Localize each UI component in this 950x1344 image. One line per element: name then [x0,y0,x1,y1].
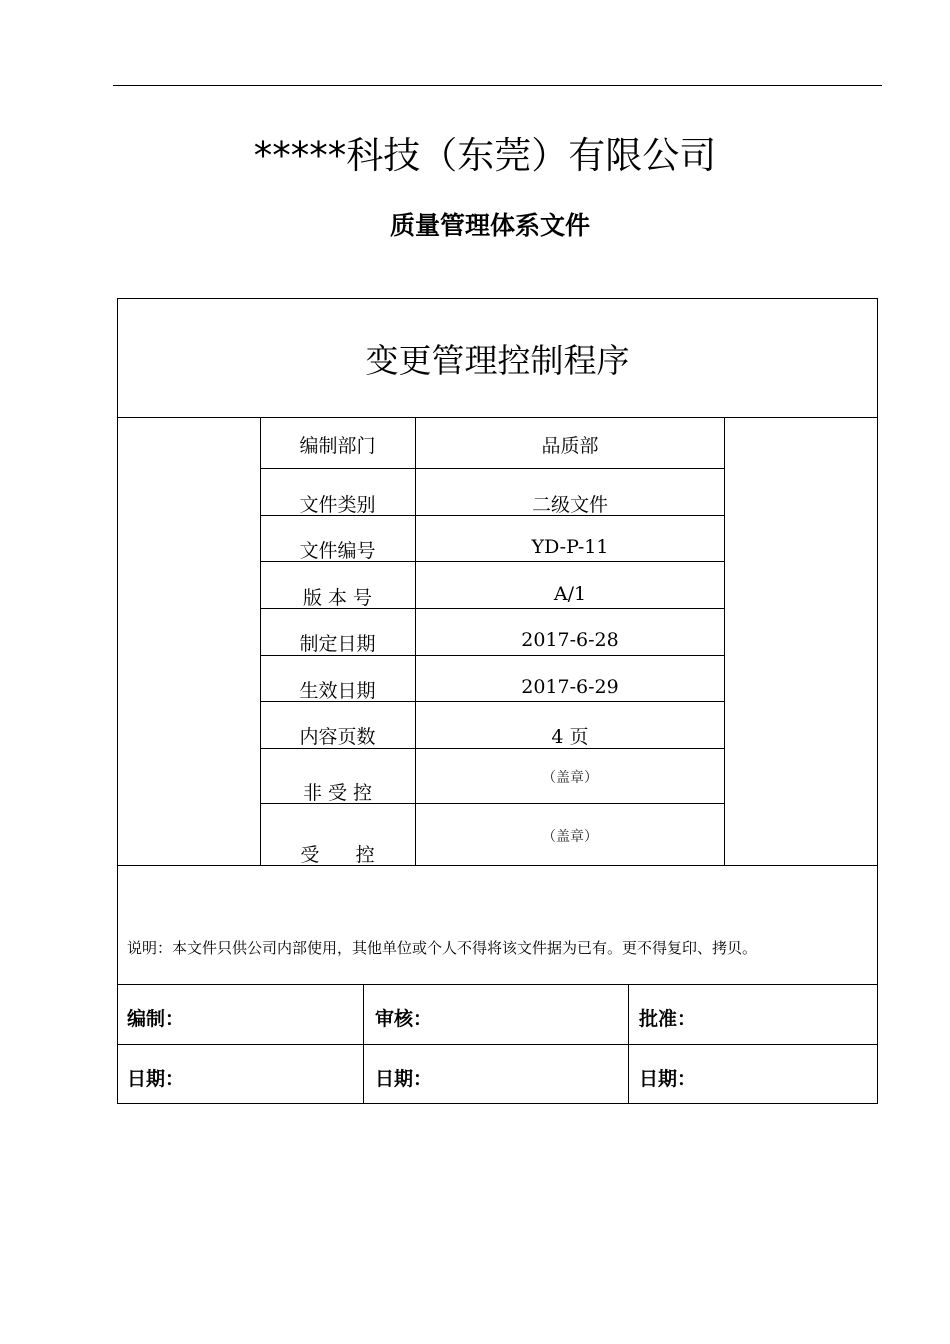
field-value: 二级文件 [531,494,608,516]
field-label: 编制部门 [299,435,376,457]
reviewed-date-label: 日期： [375,1068,433,1090]
field-label: 文件类别 [299,494,376,516]
notice-divider [117,984,878,985]
reviewed-by-label: 审核： [375,1008,433,1030]
field-label: 文件编号 [299,540,376,562]
field-value: A/1 [553,583,587,605]
controlled-label: 受 控 [300,844,375,866]
info-right-border [724,417,725,865]
confidentiality-notice: 说明：本文件只供公司内部使用，其他单位或个人不得将该文件据为已有。更不得复印、拷贝。 [127,939,758,957]
approved-by-label: 批准： [639,1008,697,1030]
field-value: 4 页 [551,726,589,748]
row-divider [260,468,724,469]
procedure-title: 变更管理控制程序 [365,341,630,380]
field-value: YD-P-11 [531,536,609,558]
signoff-col-border [363,984,364,1104]
approved-date-label: 日期： [639,1068,697,1090]
signoff-divider [117,1044,878,1045]
uncontrolled-stamp: （盖章） [542,770,598,786]
field-label: 版 本 号 [302,587,373,609]
info-divider [117,865,878,866]
uncontrolled-label: 非 受 控 [302,782,373,804]
prepared-date-label: 日期： [127,1068,185,1090]
field-value: 2017-6-28 [521,629,619,651]
header-rule [113,85,882,86]
controlled-stamp: （盖章） [542,829,598,845]
field-value: 品质部 [541,435,599,457]
field-value: 2017-6-29 [521,676,619,698]
prepared-by-label: 编制： [127,1008,185,1030]
title-divider [117,417,878,418]
field-label: 生效日期 [299,680,376,702]
document-system-title: 质量管理体系文件 [389,211,590,240]
company-name: *****科技（东莞）有限公司 [253,134,717,177]
signoff-col-border [628,984,629,1104]
field-label: 制定日期 [299,633,376,655]
field-label: 内容页数 [299,726,376,748]
